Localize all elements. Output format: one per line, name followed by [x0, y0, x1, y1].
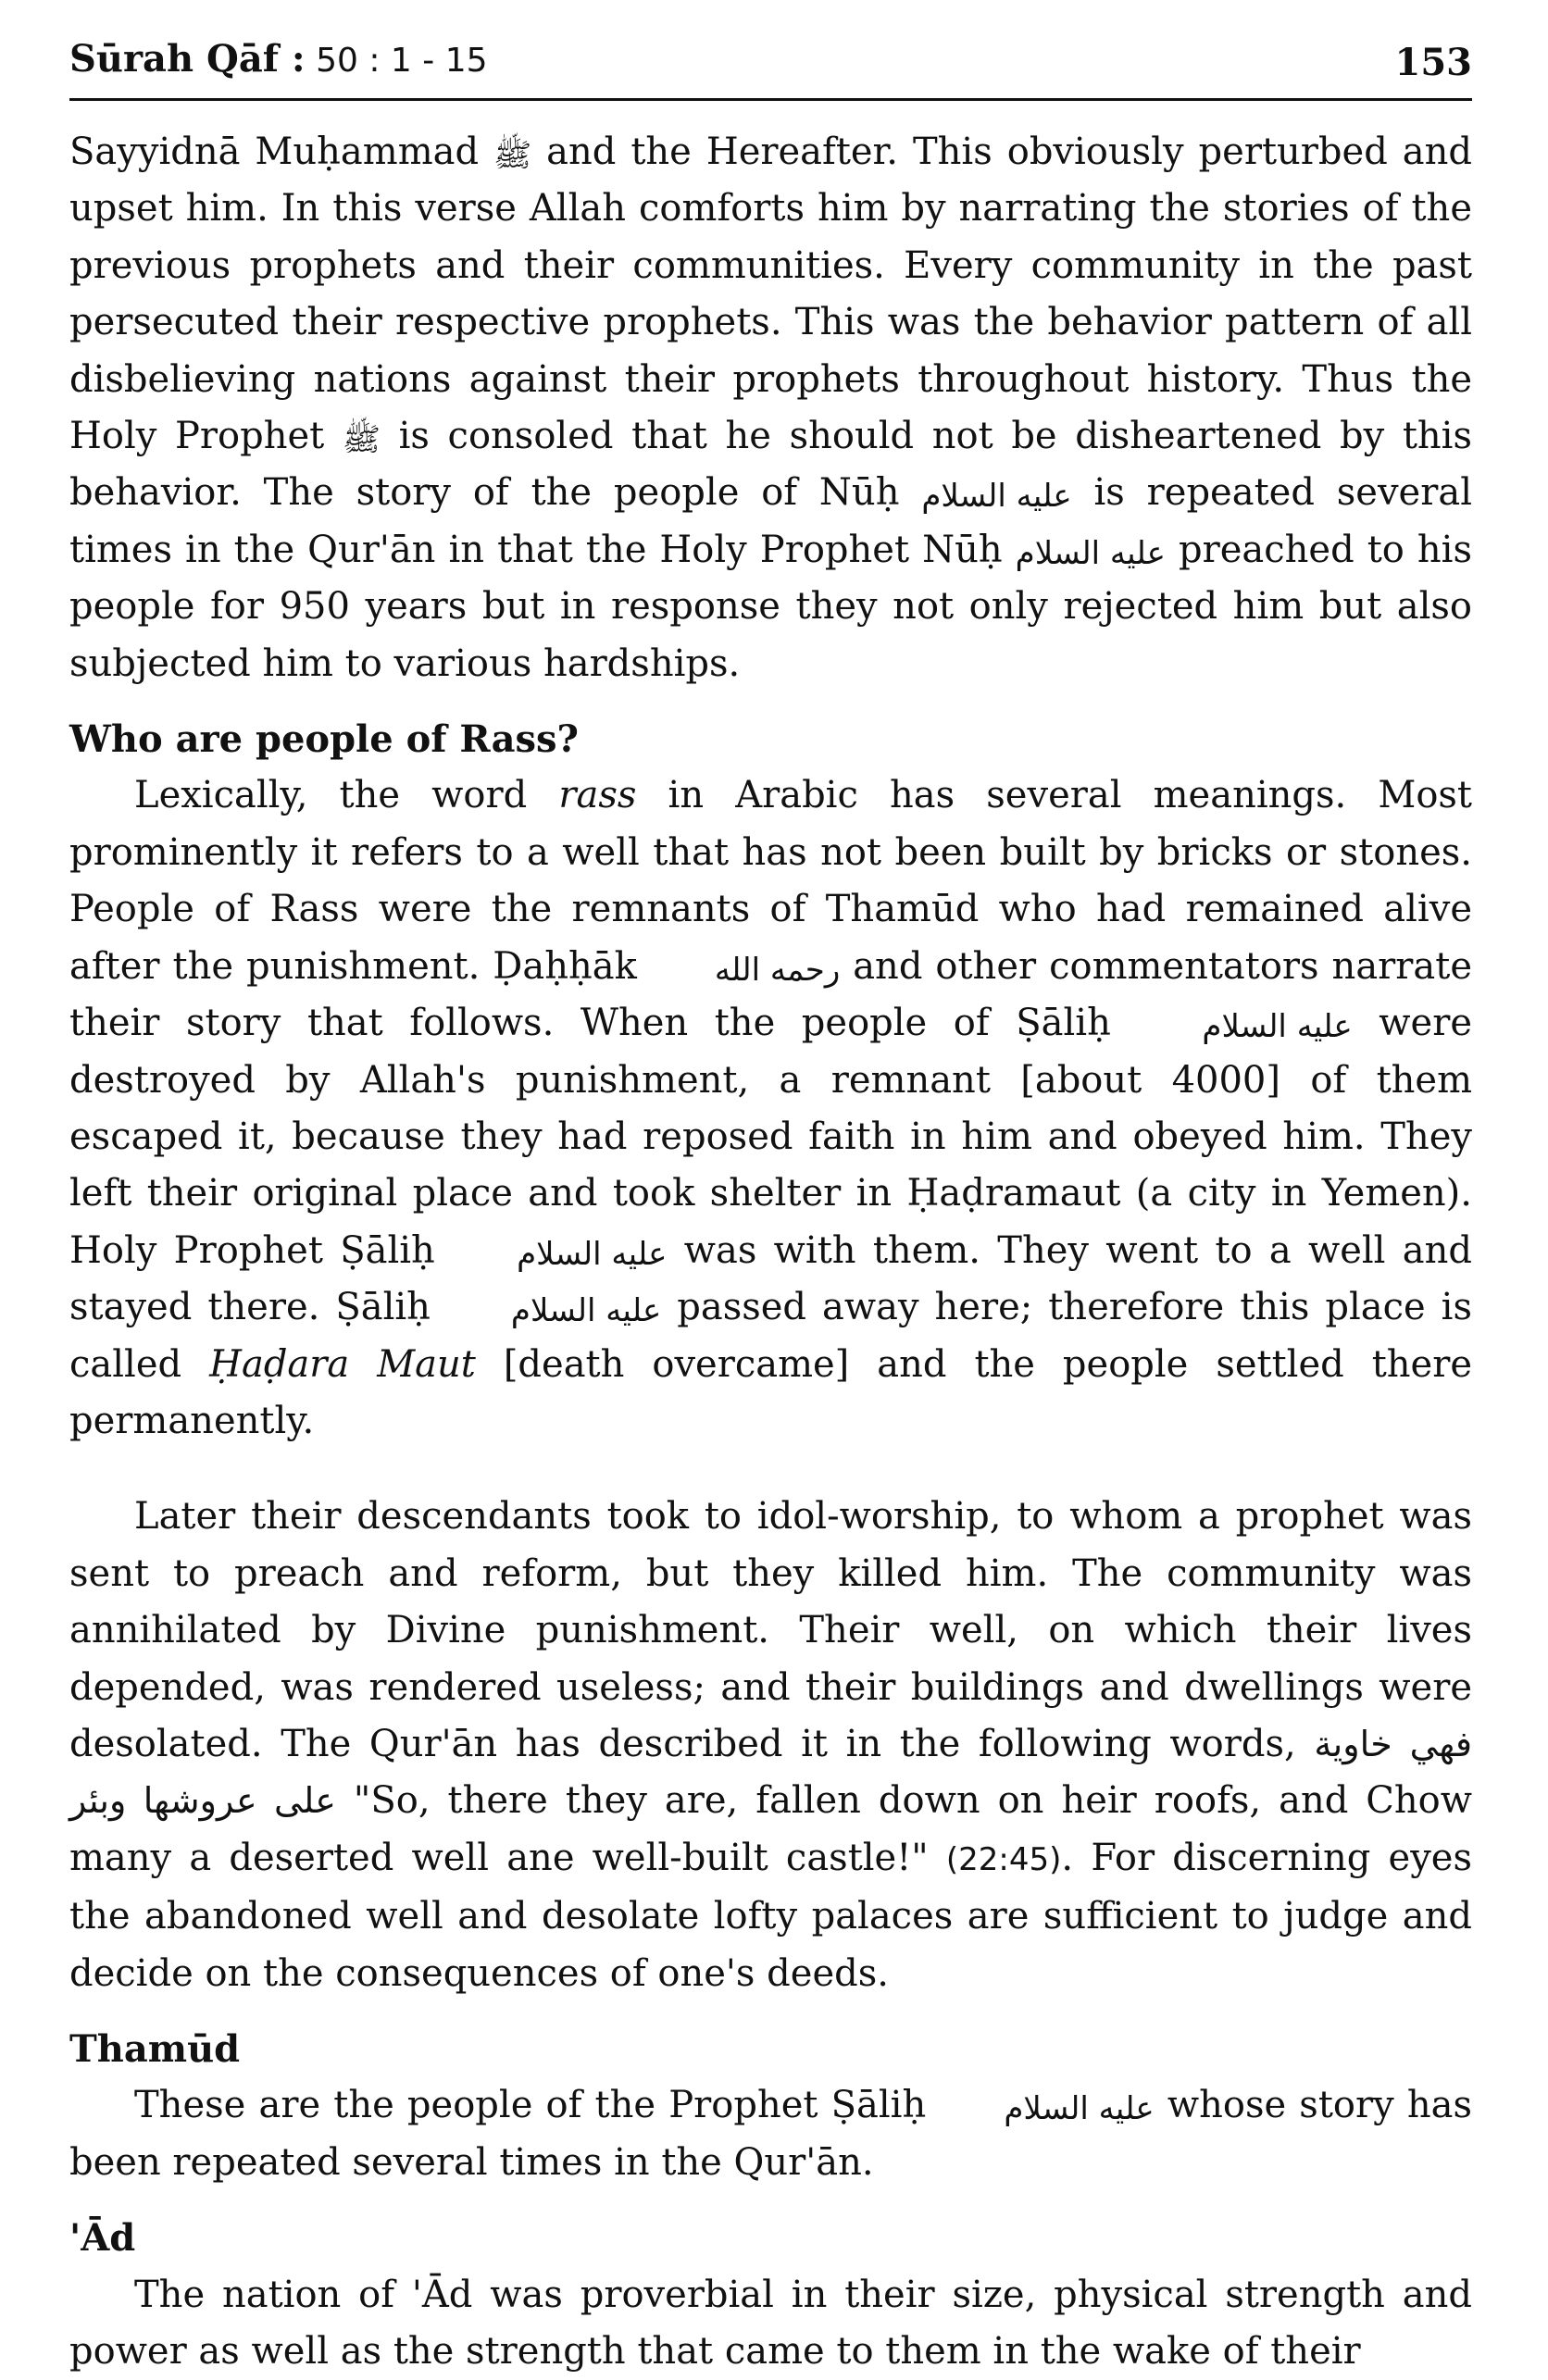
text-run: [death overcame] and the people settled there permanently.	[69, 1342, 1473, 1442]
text-run: Lexically, the word	[134, 774, 559, 817]
italic-term-rass: rass	[558, 774, 637, 817]
alayhis-salam-glyph: عليه السلام	[921, 478, 1072, 516]
paragraph-rass-1	[69, 767, 1472, 1450]
text-run: is repeated several times in the Qur'ān in that the Holy Prophet Nūḥ	[69, 471, 1472, 571]
paragraph-intro	[69, 124, 1472, 692]
text-run: is consoled that he should not be disheartened by this behavior. The story of the people of Nūḥ	[69, 415, 1472, 515]
text-run: "So, there they are, fallen down on heir roofs, and Chow many a deserted well ane well-built castle!"	[69, 1779, 1472, 1879]
text-run: Later their descendants took to idol-worship, to whom a prophet was sent to preach and reform, but they killed him. The community was annihilated by Divine punishment. Their well, on which their lives depended, was rendered useless; and their buildings and dwellings were desolated. The Qur'ān has described it in the following words,	[69, 1495, 1472, 1765]
heading-people-of-rass: Who are people of Rass?	[69, 717, 579, 762]
book-page	[69, 0, 1473, 2374]
radiya-glyph: رحمه الله	[714, 951, 841, 989]
alayhis-salam-glyph: عليه السلام	[1202, 1008, 1353, 1046]
header-rule	[69, 98, 1472, 101]
arabic-quote: فهي خاوية على عروشها وبئر	[69, 1723, 1472, 1822]
heading-ad: 'Ād	[69, 2216, 136, 2261]
paragraph-gap	[69, 1450, 1472, 1489]
text-run: passed away here; therefore this place is called	[69, 1286, 1472, 1386]
surah-label: Sūrah Qāf :	[69, 37, 306, 81]
text-run: in Arabic has several meanings. Most prominently it refers to a well that has not been built by bricks or stones. People of Rass were the remnants of Thamūd who had remained alive after the punishment. Ḍaḥḥāk	[69, 774, 1473, 988]
paragraph-ad: The nation of 'Ād was proverbial in their size, physical strength and power as well as the strength that came to them in the wake of their	[69, 2273, 1472, 2374]
text-run: was with them. They went to a well and stayed there. Ṣāliḥ	[69, 1228, 1472, 1329]
text-run: . For discerning eyes the abandoned well and desolate lofty palaces are sufficient to judge and decide on the consequences of one's deeds.	[69, 1836, 1473, 1995]
salawat-glyph: ﷺ	[493, 137, 532, 174]
heading-thamud: Thamūd	[69, 2027, 241, 2071]
text-run: preached to his people for 950 years but in response they not only rejected him but also subjected him to various hardships.	[69, 528, 1473, 685]
alayhis-salam-glyph: عليه السلام	[517, 1235, 668, 1273]
salawat-glyph: ﷺ	[342, 421, 381, 459]
paragraph-thamud	[69, 2077, 1472, 2191]
text-run: These are the people of the Prophet Ṣāliḥ	[134, 2084, 940, 2127]
paragraph-rass-2	[69, 1489, 1472, 2002]
text-run: and the Hereafter. This obviously perturbed and upset him. In this verse Allah comforts him by narrating the stories of the previous prophets and their communities. Every community in the past persecuted their respective prophets. This was the behavior pattern of all disbelieving nations against their prophets throughout history. Thus the Holy Prophet	[69, 131, 1472, 458]
alayhis-salam-glyph: عليه السلام	[1015, 534, 1166, 572]
quran-reference: (22:45)	[945, 1840, 1062, 1878]
header-surah-title	[69, 37, 488, 81]
alayhis-salam-glyph: عليه السلام	[510, 1292, 662, 1330]
page-number: 153	[1394, 41, 1472, 84]
text-run: were destroyed by Allah's punishment, a remnant [about 4000] of them escaped it, because they had reposed faith in him and obeyed him. They left their original place and took shelter in Ḥaḍramaut (a city in Yemen). Holy Prophet Ṣāliḥ	[69, 1002, 1472, 1272]
text-run: and other commentators narrate their story that follows. When the people of Ṣāliḥ	[69, 944, 1472, 1045]
alayhis-salam-glyph: عليه السلام	[1004, 2090, 1155, 2128]
italic-term-hadara-maut: Ḥaḍara Maut	[209, 1342, 476, 1386]
page-body	[69, 124, 1472, 2380]
text-run: whose story has been repeated several times in the Qur'ān.	[69, 2084, 1472, 2184]
text-run: Sayyidnā Muḥammad	[69, 131, 494, 173]
verse-reference: 50 : 1 - 15	[305, 42, 488, 80]
running-header	[69, 37, 1472, 98]
